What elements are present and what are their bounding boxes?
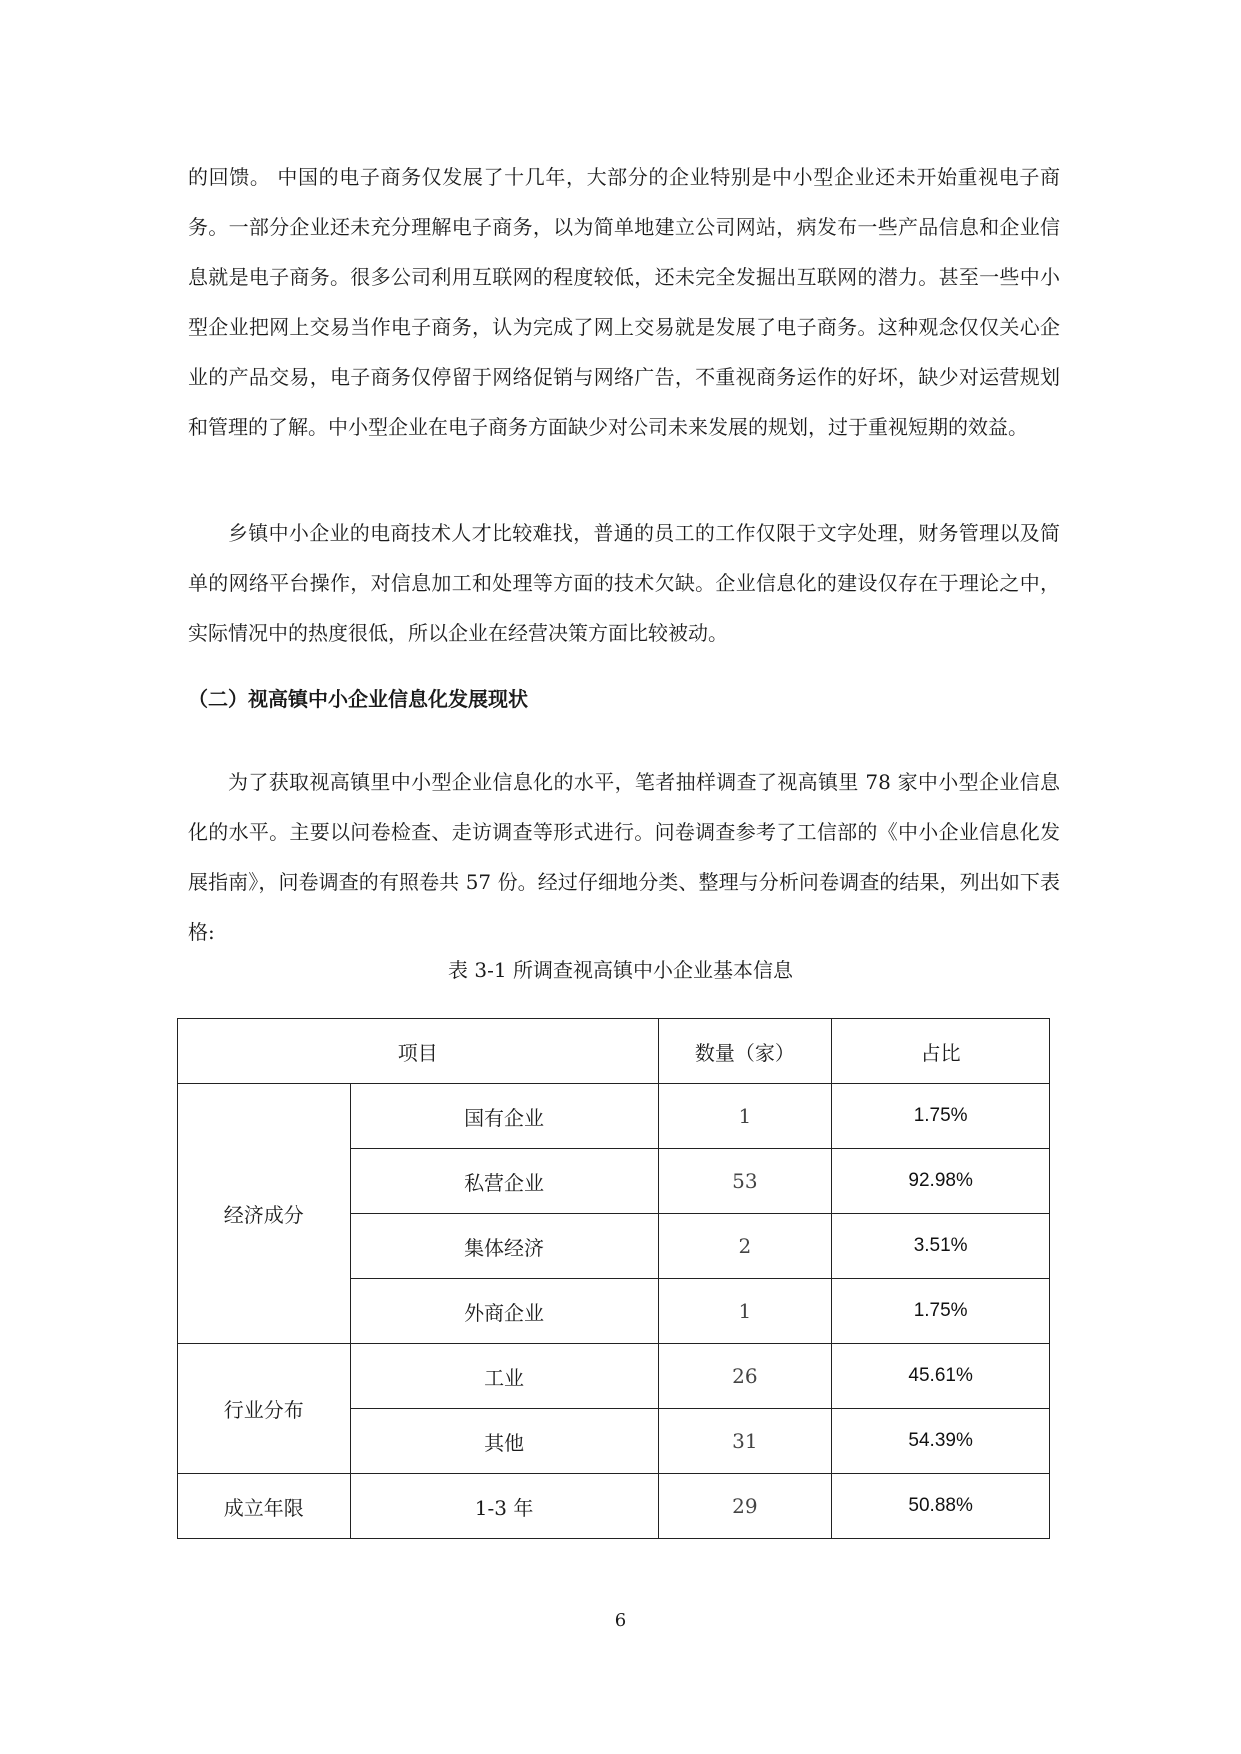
table-header-row <box>178 1019 1050 1084</box>
row-count: 1 <box>658 1084 832 1149</box>
row-count: 29 <box>658 1474 832 1539</box>
page-number: 6 <box>614 1610 627 1631</box>
enterprise-info-table <box>177 1018 1050 1539</box>
section-heading: （二）视高镇中小企业信息化发展现状 <box>188 687 528 711</box>
row-share: 45.61% <box>832 1344 1050 1409</box>
row-count: 53 <box>658 1149 832 1214</box>
header-share: 占比 <box>832 1019 1050 1084</box>
row-count: 1 <box>658 1279 832 1344</box>
header-item: 项目 <box>178 1019 659 1084</box>
row-item: 其他 <box>350 1409 658 1474</box>
row-item: 外商企业 <box>350 1279 658 1344</box>
header-count: 数量（家） <box>658 1019 832 1084</box>
row-count: 2 <box>658 1214 832 1279</box>
row-item: 工业 <box>350 1344 658 1409</box>
row-share: 50.88% <box>832 1474 1050 1539</box>
row-count: 31 <box>658 1409 832 1474</box>
group-label: 行业分布 <box>178 1344 351 1474</box>
paragraph-survey-method: 为了获取视高镇里中小型企业信息化的水平，笔者抽样调查了视高镇里 78 家中小型企业信息化的水平。主要以问卷检查、走访调查等形式进行。问卷调查参考了工信部的《中小企业信息化发展指南》，问卷调查的有照卷共 57 份。经过仔细地分类、整理与分析问卷调查的结果，列出如下表格: <box>188 770 1060 944</box>
row-item: 私营企业 <box>350 1149 658 1214</box>
row-item: 1-3 年 <box>350 1474 658 1539</box>
paragraph-ecommerce-awareness: 的回馈。 中国的电子商务仅发展了十几年，大部分的企业特别是中小型企业还未开始重视电子商务。一部分企业还未充分理解电子商务，以为简单地建立公司网站，病发布一些产品信息和企业信息就是电子商务。很多公司利用互联网的程度较低，还未完全发掘出互联网的潜力。甚至一些中小型企业把网上交易当作电子商务，认为完成了网上交易就是发展了电子商务。这种观念仅仅关心企业的产品交易，电子商务仅停留于网络促销与网络广告，不重视商务运作的好坏，缺少对运营规划和管理的了解。中小型企业在电子商务方面缺少对公司未来发展的规划，过于重视短期的效益。 <box>188 165 1060 439</box>
row-share: 54.39% <box>832 1409 1050 1474</box>
row-count: 26 <box>658 1344 832 1409</box>
row-item: 国有企业 <box>350 1084 658 1149</box>
row-share: 1.75% <box>832 1279 1050 1344</box>
row-share: 1.75% <box>832 1084 1050 1149</box>
table-row <box>178 1344 1050 1409</box>
row-item: 集体经济 <box>350 1214 658 1279</box>
group-label: 成立年限 <box>178 1474 351 1539</box>
row-share: 92.98% <box>832 1149 1050 1214</box>
table-caption: 表 3-1 所调查视高镇中小企业基本信息 <box>448 958 793 982</box>
paragraph-talent-shortage: 乡镇中小企业的电商技术人才比较难找，普通的员工的工作仅限于文字处理，财务管理以及简单的网络平台操作，对信息加工和处理等方面的技术欠缺。企业信息化的建设仅存在于理论之中，实际情况中的热度很低，所以企业在经营决策方面比较被动。 <box>188 521 1060 645</box>
row-share: 3.51% <box>832 1214 1050 1279</box>
table-row <box>178 1084 1050 1149</box>
group-label: 经济成分 <box>178 1084 351 1344</box>
table-row <box>178 1474 1050 1539</box>
